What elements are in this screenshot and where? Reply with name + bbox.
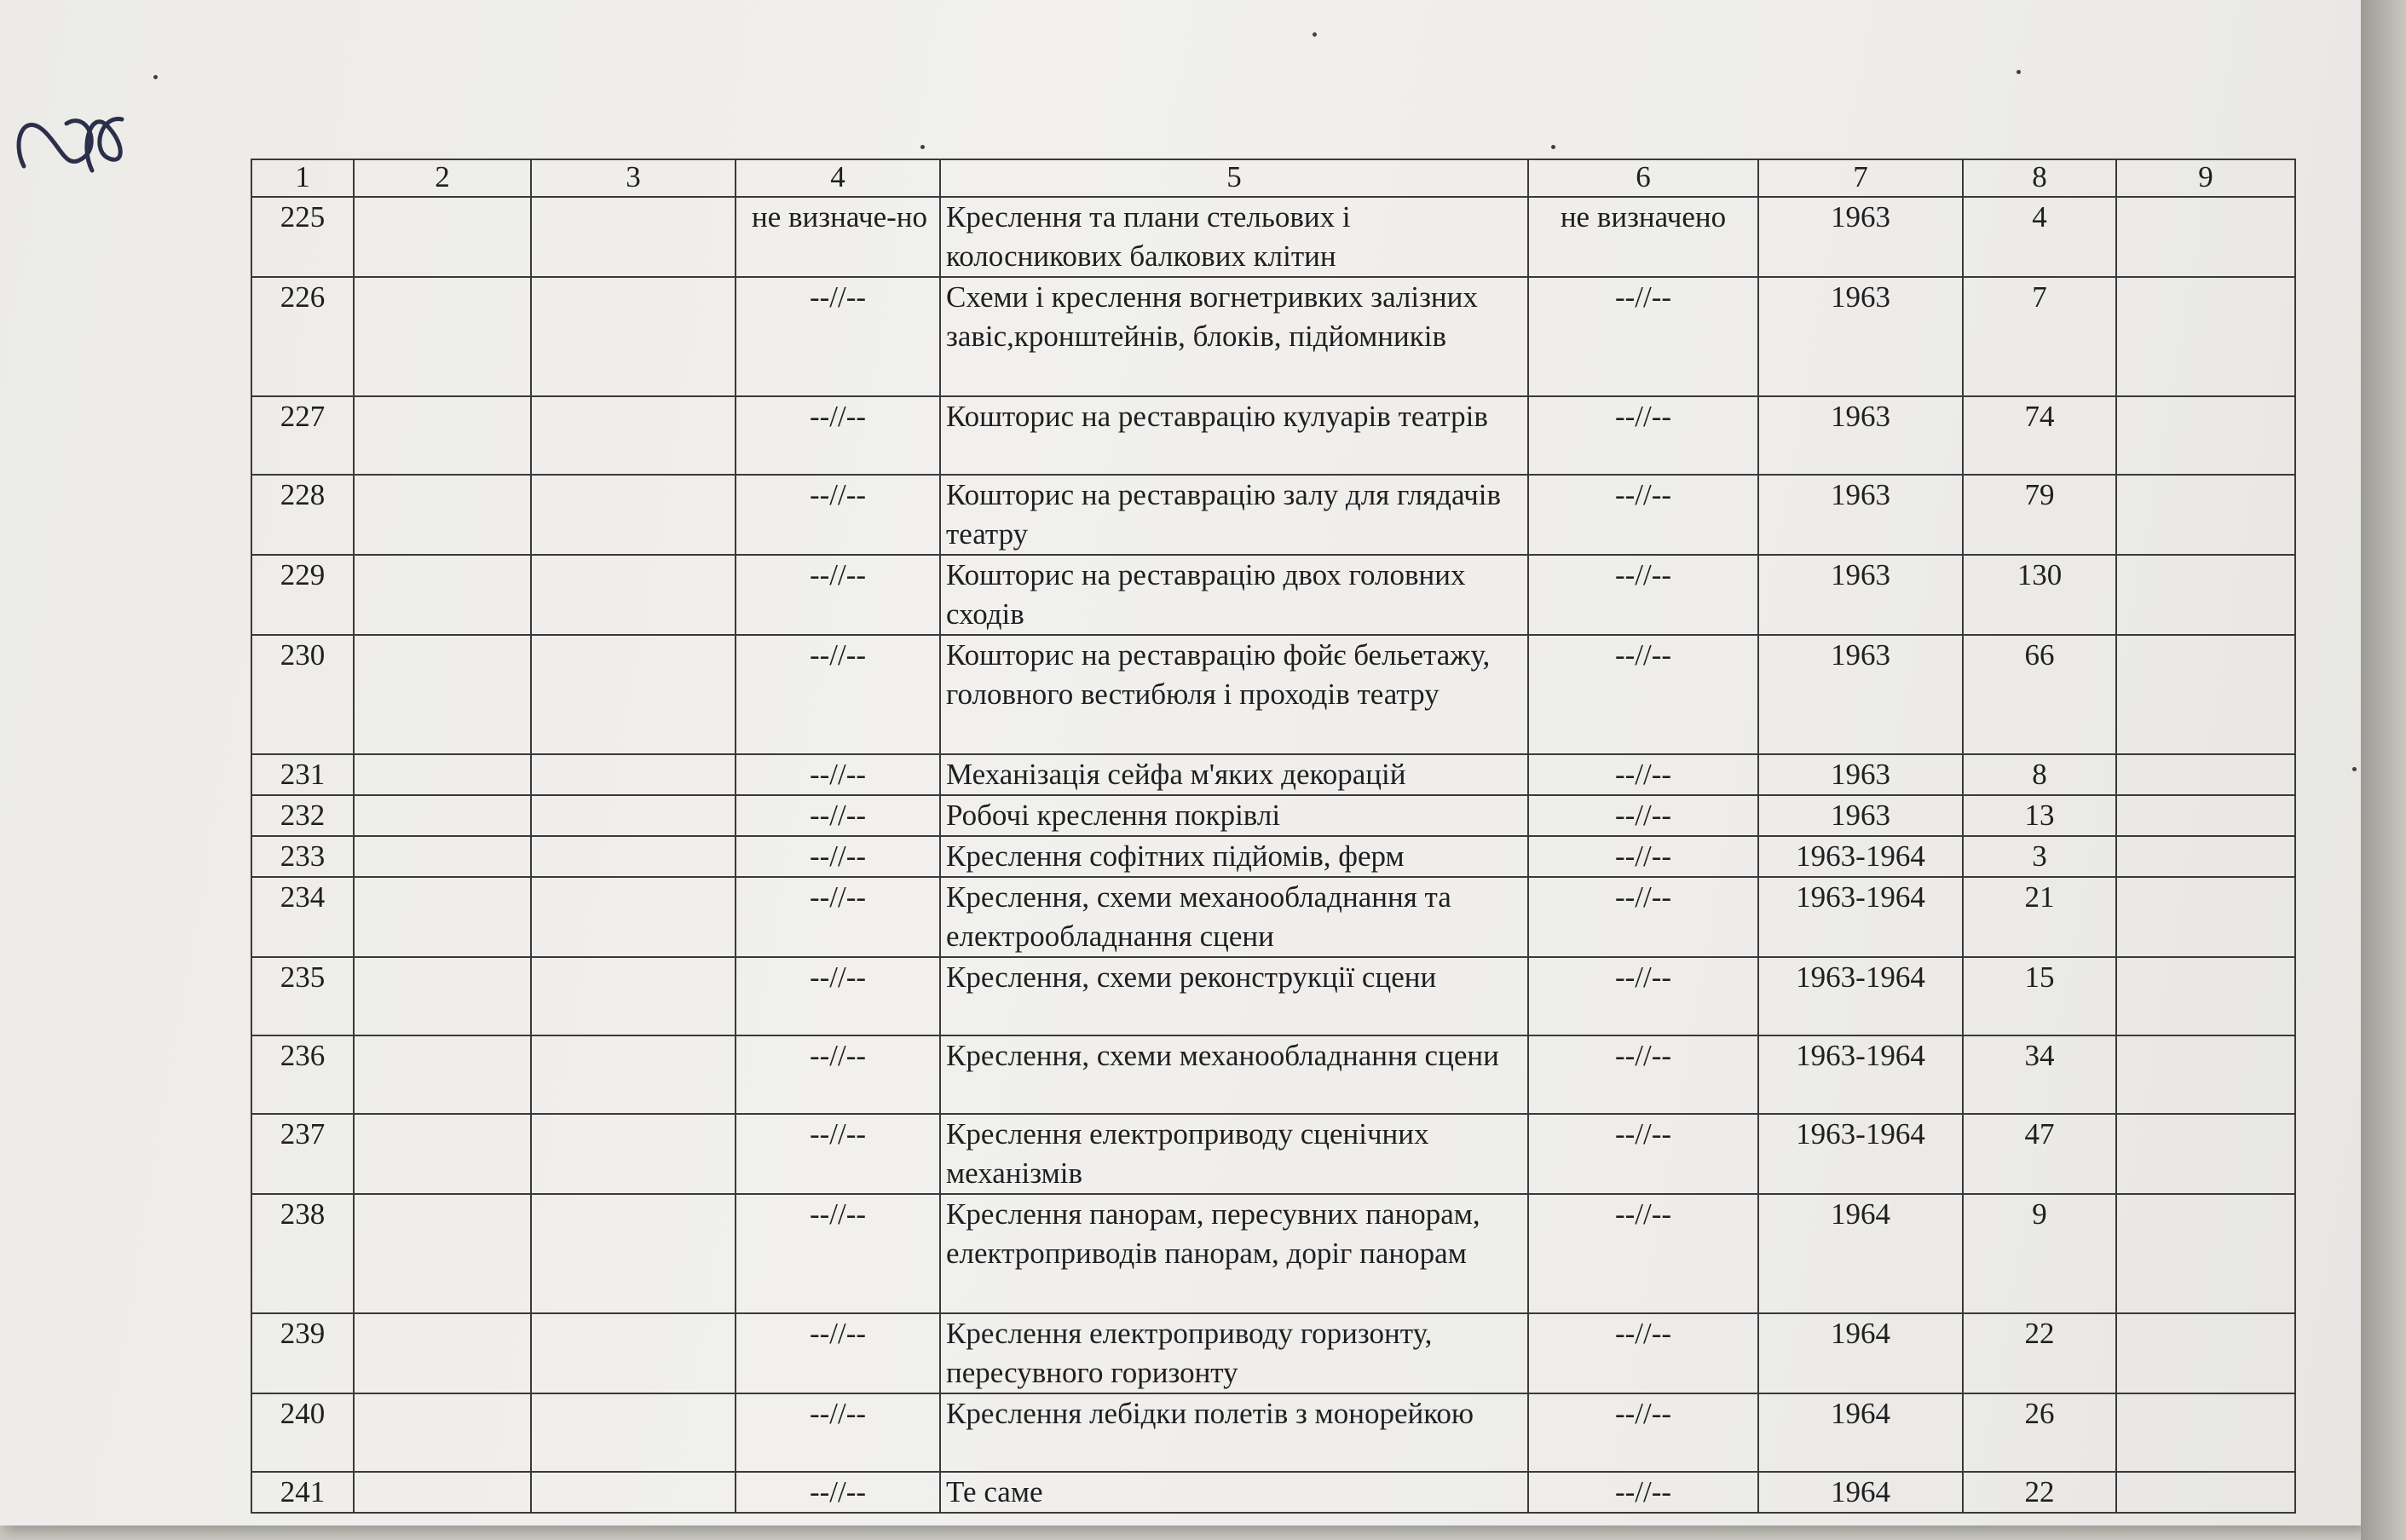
item-number-cell: 234 [251,877,354,957]
column-2-cell [354,277,531,396]
title-cell: Те саме [940,1472,1528,1513]
table-row [251,1194,2295,1313]
column-header-6: 6 [1528,159,1758,197]
table-row [251,1114,2295,1194]
column-6-cell: --//-- [1528,1194,1758,1313]
column-4-cell: --//-- [736,957,940,1035]
date-cell: 1963 [1758,754,1963,795]
column-number-row [251,159,2295,197]
column-4-cell: --//-- [736,1114,940,1194]
inventory-body [251,197,2295,1513]
date-cell: 1963 [1758,475,1963,555]
column-2-cell [354,1313,531,1393]
scan-speck [2352,767,2357,771]
column-3-cell [531,1035,736,1114]
column-3-cell [531,754,736,795]
table-row [251,1313,2295,1393]
table-row [251,1035,2295,1114]
item-number-cell: 230 [251,635,354,754]
handwritten-folio-number [7,98,135,192]
title-cell: Креслення, схеми механообладнання сцени [940,1035,1528,1114]
column-6-cell: --//-- [1528,795,1758,836]
date-cell: 1964 [1758,1313,1963,1393]
column-9-cell [2116,1393,2295,1472]
date-cell: 1963-1964 [1758,836,1963,877]
table-row [251,877,2295,957]
column-3-cell [531,1114,736,1194]
column-6-cell: --//-- [1528,555,1758,635]
column-3-cell [531,197,736,277]
column-header-3: 3 [531,159,736,197]
title-cell: Креслення та плани стельових і колосникових балкових клітин [940,197,1528,277]
column-4-cell: --//-- [736,396,940,475]
column-4-cell: --//-- [736,635,940,754]
scan-speck [2017,70,2021,74]
column-3-cell [531,877,736,957]
column-9-cell [2116,754,2295,795]
item-number-cell: 229 [251,555,354,635]
column-4-cell: --//-- [736,795,940,836]
date-cell: 1963 [1758,795,1963,836]
column-4-cell: --//-- [736,1035,940,1114]
column-9-cell [2116,1035,2295,1114]
item-number-cell: 235 [251,957,354,1035]
column-3-cell [531,635,736,754]
title-cell: Креслення панорам, пересувних панорам, електроприводів панорам, доріг панорам [940,1194,1528,1313]
column-4-cell: --//-- [736,877,940,957]
sheet-count-cell: 47 [1963,1114,2116,1194]
column-3-cell [531,1313,736,1393]
date-cell: 1964 [1758,1194,1963,1313]
scan-speck [153,75,158,79]
column-9-cell [2116,475,2295,555]
table-row [251,754,2295,795]
column-6-cell: --//-- [1528,635,1758,754]
column-2-cell [354,635,531,754]
item-number-cell: 232 [251,795,354,836]
table-row [251,475,2295,555]
table-row [251,957,2295,1035]
column-2-cell [354,555,531,635]
date-cell: 1963 [1758,396,1963,475]
date-cell: 1963-1964 [1758,957,1963,1035]
sheet-count-cell: 13 [1963,795,2116,836]
column-6-cell: --//-- [1528,754,1758,795]
column-2-cell [354,1035,531,1114]
column-9-cell [2116,555,2295,635]
column-6-cell: --//-- [1528,1313,1758,1393]
title-cell: Кошторис на реставрацію фойє бельетажу, головного вестибюля і проходів театру [940,635,1528,754]
column-4-cell: --//-- [736,475,940,555]
sheet-count-cell: 74 [1963,396,2116,475]
item-number-cell: 225 [251,197,354,277]
column-header-7: 7 [1758,159,1963,197]
date-cell: 1963 [1758,277,1963,396]
table-row [251,635,2295,754]
column-6-cell: --//-- [1528,1472,1758,1513]
column-4-cell: не визначе-но [736,197,940,277]
table-row [251,197,2295,277]
item-number-cell: 240 [251,1393,354,1472]
sheet-count-cell: 7 [1963,277,2116,396]
column-6-cell: --//-- [1528,1035,1758,1114]
folio-number-text [7,191,8,192]
column-2-cell [354,957,531,1035]
sheet-count-cell: 22 [1963,1313,2116,1393]
column-6-cell: --//-- [1528,1393,1758,1472]
table-row [251,555,2295,635]
column-2-cell [354,197,531,277]
column-9-cell [2116,1313,2295,1393]
column-header-8: 8 [1963,159,2116,197]
item-number-cell: 228 [251,475,354,555]
column-9-cell [2116,957,2295,1035]
date-cell: 1963-1964 [1758,1114,1963,1194]
column-4-cell: --//-- [736,1393,940,1472]
item-number-cell: 233 [251,836,354,877]
table-row [251,1393,2295,1472]
column-9-cell [2116,1472,2295,1513]
column-3-cell [531,277,736,396]
column-9-cell [2116,396,2295,475]
column-4-cell: --//-- [736,1313,940,1393]
column-9-cell [2116,635,2295,754]
column-3-cell [531,1393,736,1472]
archive-inventory-table [251,159,2296,1514]
date-cell: 1963 [1758,635,1963,754]
title-cell: Кошторис на реставрацію залу для глядачів театру [940,475,1528,555]
column-6-cell: --//-- [1528,877,1758,957]
scan-speck [1313,32,1317,37]
title-cell: Креслення лебідки полетів з монорейкою [940,1393,1528,1472]
sheet-count-cell: 8 [1963,754,2116,795]
date-cell: 1963 [1758,555,1963,635]
column-2-cell [354,1393,531,1472]
title-cell: Креслення електроприводу горизонту, пересувного горизонту [940,1313,1528,1393]
column-9-cell [2116,197,2295,277]
column-9-cell [2116,877,2295,957]
date-cell: 1963-1964 [1758,1035,1963,1114]
page-edge-shadow [2361,0,2406,1540]
column-2-cell [354,877,531,957]
title-cell: Креслення, схеми реконструкції сцени [940,957,1528,1035]
date-cell: 1963 [1758,197,1963,277]
column-header-4: 4 [736,159,940,197]
column-4-cell: --//-- [736,555,940,635]
column-3-cell [531,396,736,475]
sheet-count-cell: 4 [1963,197,2116,277]
item-number-cell: 239 [251,1313,354,1393]
column-6-cell: --//-- [1528,957,1758,1035]
column-9-cell [2116,1114,2295,1194]
column-2-cell [354,1472,531,1513]
item-number-cell: 227 [251,396,354,475]
column-4-cell: --//-- [736,1472,940,1513]
table-row [251,836,2295,877]
column-3-cell [531,836,736,877]
sheet-count-cell: 26 [1963,1393,2116,1472]
column-9-cell [2116,836,2295,877]
column-6-cell: не визначено [1528,197,1758,277]
column-4-cell: --//-- [736,1194,940,1313]
column-6-cell: --//-- [1528,396,1758,475]
column-header-2: 2 [354,159,531,197]
table-row [251,396,2295,475]
column-6-cell: --//-- [1528,277,1758,396]
column-6-cell: --//-- [1528,1114,1758,1194]
column-3-cell [531,795,736,836]
sheet-count-cell: 66 [1963,635,2116,754]
scan-speck [920,145,925,149]
column-3-cell [531,1472,736,1513]
column-2-cell [354,475,531,555]
column-3-cell [531,475,736,555]
column-6-cell: --//-- [1528,475,1758,555]
date-cell: 1963-1964 [1758,877,1963,957]
sheet-count-cell: 9 [1963,1194,2116,1313]
item-number-cell: 241 [251,1472,354,1513]
column-2-cell [354,795,531,836]
column-3-cell [531,555,736,635]
scan-speck [1551,145,1555,149]
column-4-cell: --//-- [736,277,940,396]
title-cell: Механізація сейфа м'яких декорацій [940,754,1528,795]
column-9-cell [2116,1194,2295,1313]
column-header-9: 9 [2116,159,2295,197]
item-number-cell: 237 [251,1114,354,1194]
column-2-cell [354,836,531,877]
column-4-cell: --//-- [736,754,940,795]
column-2-cell [354,754,531,795]
column-9-cell [2116,795,2295,836]
column-6-cell: --//-- [1528,836,1758,877]
title-cell: Креслення, схеми механообладнання та електрообладнання сцени [940,877,1528,957]
table-row [251,1472,2295,1513]
title-cell: Кошторис на реставрацію кулуарів театрів [940,396,1528,475]
table-row [251,277,2295,396]
title-cell: Креслення софітних підйомів, ферм [940,836,1528,877]
item-number-cell: 238 [251,1194,354,1313]
title-cell: Робочі креслення покрівлі [940,795,1528,836]
title-cell: Кошторис на реставрацію двох головних сходів [940,555,1528,635]
sheet-count-cell: 15 [1963,957,2116,1035]
sheet-count-cell: 22 [1963,1472,2116,1513]
column-2-cell [354,396,531,475]
sheet-count-cell: 79 [1963,475,2116,555]
column-2-cell [354,1114,531,1194]
column-2-cell [354,1194,531,1313]
item-number-cell: 226 [251,277,354,396]
column-header-1: 1 [251,159,354,197]
title-cell: Креслення електроприводу сценічних механізмів [940,1114,1528,1194]
sheet-count-cell: 21 [1963,877,2116,957]
date-cell: 1964 [1758,1472,1963,1513]
table-row [251,795,2295,836]
item-number-cell: 231 [251,754,354,795]
sheet-count-cell: 3 [1963,836,2116,877]
sheet-count-cell: 130 [1963,555,2116,635]
title-cell: Схеми і креслення вогнетривких залізних завіс,кронштейнів, блоків, підйомників [940,277,1528,396]
column-4-cell: --//-- [736,836,940,877]
column-header-5: 5 [940,159,1528,197]
date-cell: 1964 [1758,1393,1963,1472]
column-9-cell [2116,277,2295,396]
item-number-cell: 236 [251,1035,354,1114]
column-3-cell [531,1194,736,1313]
handwritten-signature-icon [7,98,135,192]
sheet-count-cell: 34 [1963,1035,2116,1114]
column-3-cell [531,957,736,1035]
